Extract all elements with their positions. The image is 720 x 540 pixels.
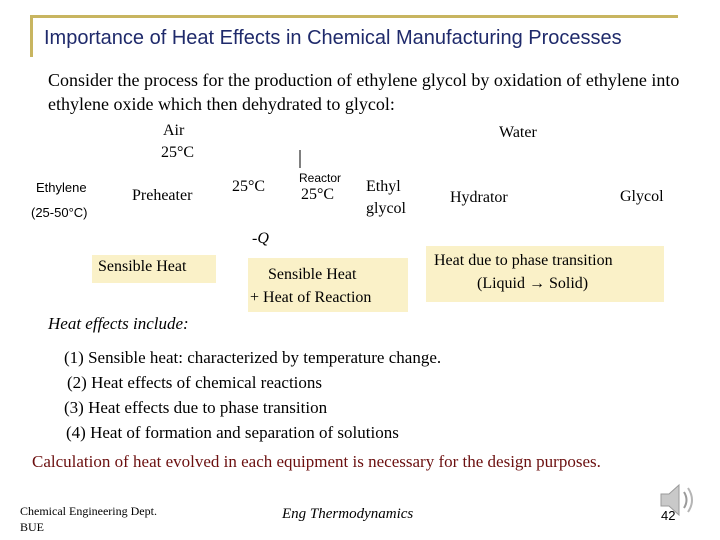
footer-department bbox=[20, 503, 157, 535]
hydrator-label: Hydrator bbox=[450, 189, 508, 206]
reactor-note-line-2: + Heat of Reaction bbox=[250, 289, 372, 306]
footer-school: BUE bbox=[20, 520, 44, 534]
ethylene-temp: (25-50°C) bbox=[31, 205, 88, 220]
air-label: Air bbox=[163, 122, 185, 139]
footer-dept: Chemical Engineering Dept. bbox=[20, 504, 157, 518]
water-label: Water bbox=[499, 124, 537, 141]
footer-course: Eng Thermodynamics bbox=[282, 506, 414, 522]
reactor-label: Reactor bbox=[299, 171, 342, 185]
ethyl-glycol-label-2: glycol bbox=[366, 200, 406, 217]
air-temp: 25°C bbox=[161, 144, 195, 161]
list-item: (3) Heat effects due to phase transition bbox=[64, 398, 328, 417]
heat-effects-list bbox=[64, 345, 441, 445]
heat-removed-label: -Q bbox=[252, 230, 269, 247]
page-number: 42 bbox=[661, 508, 676, 523]
preheater-label: Preheater bbox=[132, 187, 193, 204]
preheater-outlet-temp: 25°C bbox=[232, 178, 266, 195]
list-item: (1) Sensible heat: characterized by temperature change. bbox=[64, 348, 442, 367]
hydrator-note-box bbox=[426, 246, 664, 302]
hydrator-note-line-2: (Liquid → Solid) bbox=[477, 275, 589, 292]
intro-text: Consider the process for the production of ethylene glycol by oxidation of ethylene into ethylene oxide which then dehydrated to glycol: bbox=[48, 70, 680, 114]
ethylene-label: Ethylene bbox=[36, 180, 87, 195]
reactor-note-line-1: Sensible Heat bbox=[268, 266, 357, 283]
preheater-note: Sensible Heat bbox=[92, 255, 216, 283]
heat-effects-heading: Heat effects include: bbox=[48, 314, 189, 333]
glycol-label: Glycol bbox=[620, 188, 664, 205]
reactor-temp: 25°C bbox=[301, 186, 335, 203]
ethyl-glycol-label-1: Ethyl bbox=[366, 178, 401, 195]
calculation-note: Calculation of heat evolved in each equipment is necessary for the design purposes. bbox=[32, 452, 601, 471]
slide-title: Importance of Heat Effects in Chemical Manufacturing Processes bbox=[44, 27, 622, 49]
list-item: (2) Heat effects of chemical reactions bbox=[67, 373, 323, 392]
reactor-note-box bbox=[248, 258, 408, 312]
hydrator-note-line-1: Heat due to phase transition bbox=[434, 252, 613, 269]
list-item: (4) Heat of formation and separation of solutions bbox=[66, 423, 399, 442]
